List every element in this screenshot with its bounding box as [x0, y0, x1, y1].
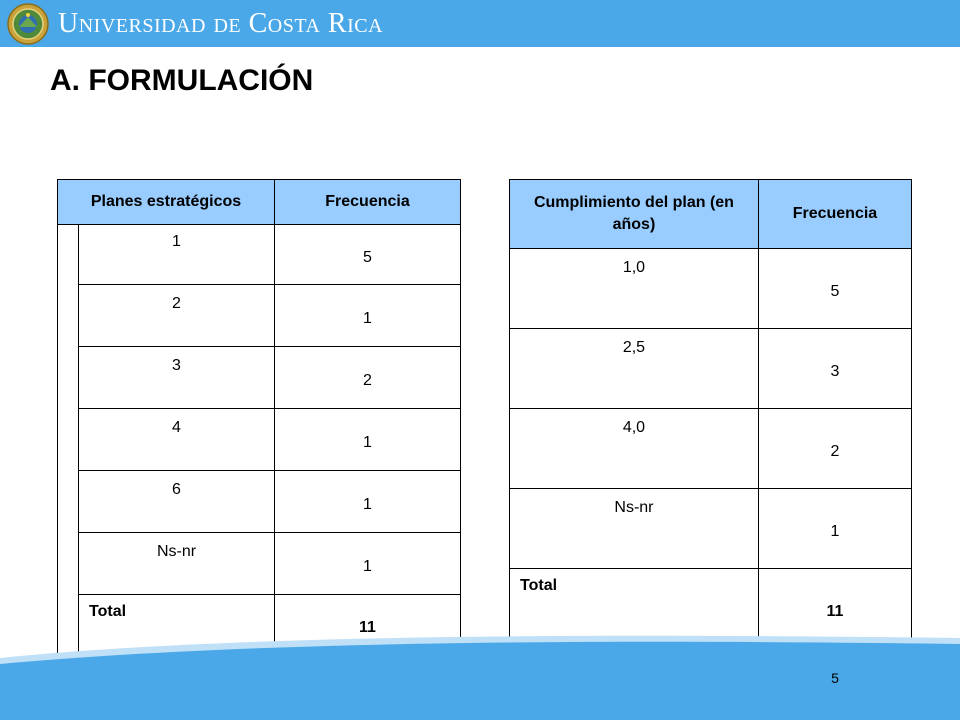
header-frecuencia: Frecuencia — [275, 180, 461, 225]
table-row — [58, 533, 461, 595]
side-column — [58, 225, 79, 655]
cell-value: 1 — [758, 489, 911, 569]
footer-wave — [0, 630, 960, 720]
cell-label: 2 — [79, 285, 275, 347]
total-value: 11 — [758, 569, 911, 650]
cell-value: 1 — [275, 285, 461, 347]
table-row — [58, 225, 461, 285]
page-number: 5 — [831, 670, 839, 686]
header-planes: Planes estratégicos — [58, 180, 275, 225]
cell-value: 1 — [275, 409, 461, 471]
cell-label: 4 — [79, 409, 275, 471]
header-frecuencia: Frecuencia — [758, 180, 911, 249]
total-value: 11 — [275, 595, 461, 655]
cell-value: 2 — [758, 409, 911, 489]
cell-value: 2 — [275, 347, 461, 409]
header-cumplimiento: Cumplimiento del plan (en años) — [510, 180, 759, 249]
cell-value: 1 — [275, 471, 461, 533]
table-header-row — [58, 180, 461, 225]
table-header-row — [510, 180, 912, 249]
table-row — [58, 347, 461, 409]
cell-label: 6 — [79, 471, 275, 533]
header-band — [0, 0, 960, 47]
cell-label: Ns-nr — [510, 489, 759, 569]
table-row — [510, 329, 912, 409]
planes-table — [57, 179, 461, 655]
total-label: Total — [79, 595, 275, 655]
table-row — [58, 471, 461, 533]
table-row — [58, 409, 461, 471]
total-label: Total — [510, 569, 759, 650]
cell-value: 5 — [275, 225, 461, 285]
cell-label: 1 — [79, 225, 275, 285]
table-row — [510, 489, 912, 569]
cell-value: 3 — [758, 329, 911, 409]
cell-value: 5 — [758, 249, 911, 329]
cell-label: Ns-nr — [79, 533, 275, 595]
cumplimiento-table — [509, 179, 912, 650]
cell-label: 4,0 — [510, 409, 759, 489]
cell-label: 2,5 — [510, 329, 759, 409]
cell-value: 1 — [275, 533, 461, 595]
table-row — [510, 409, 912, 489]
university-seal-icon — [6, 2, 50, 46]
table-row — [58, 285, 461, 347]
page-title: A. FORMULACIÓN — [50, 64, 314, 97]
table-row — [510, 249, 912, 329]
cell-label: 1,0 — [510, 249, 759, 329]
university-name: Universidad de Costa Rica — [58, 8, 384, 39]
cell-label: 3 — [79, 347, 275, 409]
